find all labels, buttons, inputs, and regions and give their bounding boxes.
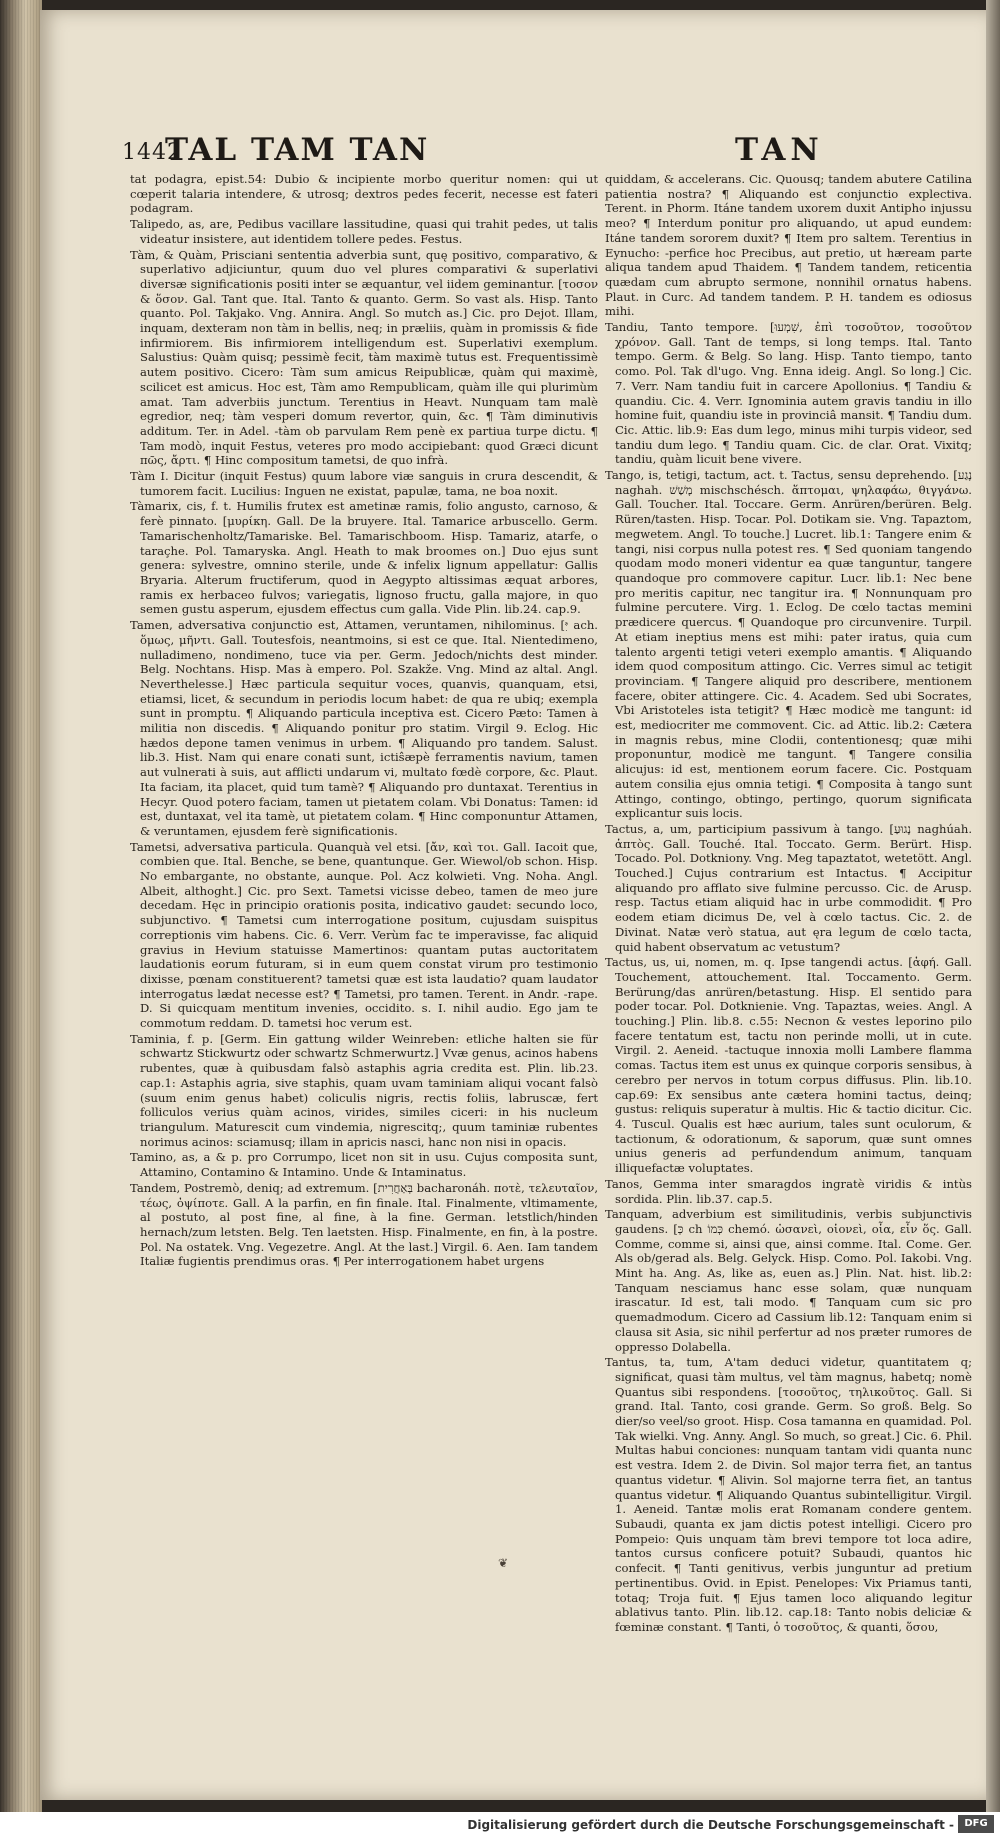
running-head-right: TAN	[735, 132, 824, 168]
left-column	[130, 172, 598, 1772]
dictionary-entry: Tàm, & Quàm, Prisciani sententia adverbia sunt, quę positivo, comparativo, & superlativo adjiciuntur, quum duo vel plures comparativi & superlativi diversæ significationis positi inter se æquantur, vel iidem geminantur. [τοσον & ὅσον. Gal. Tant que. Ital. Tanto & quanto. Germ. So vast als. Hisp. Tanto quanto. Pol. Takjako. Vng. Annira. Angl. So mutch as.] Cic. pro Dejot. Illam, inquam, dexteram non tàm in bellis, neq; in præliis, quàm in promissis & fide infirmiorem. Bis infirmiorem intelligendum est. Superlativi exemplum. Salustius: Quàm quisq; pessimè fecit, tàm maximè tutus est. Frequentissimè autem positivo. Cicero: Tàm sum amicus Reipublicæ, quàm qui maximè, scilicet est amicus. Hoc est, Tàm amo Rempublicam, quàm ille qui plurimùm amat. Tam adverbiis junctum. Terentius in Heavt. Nunquam tam malè egredior, neq; tàm vesperi domum revertor, quin, &c. ¶ Tàm diminutivis additum. Ter. in Adel. -tàm ob parvulam Rem penè ex partiua turpe dictu. ¶ Tam modò, inquit Festus, veteres pro modo accipiebant: quod Græci dicunt πῶς, ἄρτι. ¶ Hinc compositum tametsi, de quo infrà.	[130, 247, 598, 468]
dictionary-entry: Tàmarix, cis, f. t. Humilis frutex est ametinæ ramis, folio angusto, carnoso, & ferè pinnato. [μυρίκη. Gall. De la bruyere. Ital. Tamarice arbuscello. Germ. Tamarischenholtz/Tamariske. Bel. Tamarischboom. Hisp. Tamariz, atarfe, o taraçhe. Pol. Tamaryska. Angl. Heath to mak broomes on.] Duo ejus sunt genera: sylvestre, omnino sterile, unde & infelix lignum appellatur: Gallis Bryaria. Alterum fructiferum, quod in Aegypto altissimas æquat arbores, ramis ex herbaceo fulvos; variegatis, lignoso fructu, galla majore, in quo semen gustu asperum, ejusdem effectus cum galla. Vide Plin. lib.24. cap.9.	[130, 499, 598, 617]
dictionary-entry: Tamen, adversativa conjunctio est, Attamen, veruntamen, nihilominus. [יִּ ach. ὅμως, μῆντι. Gall. Toutesfois, neantmoins, si est ce que. Ital. Nientedimeno, nulladimeno, nondimeno, tuce via per. Germ. Jedoch/nichts dest minder. Belg. Nochtans. Hisp. Mas à empero. Pol. Szakže. Vng. Mind az altal. Angl. Neverthelesse.] Hæc particula sequitur voces, quanvis, quanquam, etsi, etiamsi, licet, & secundum in periodis locum habet: de qua re ubiq; exempla sunt in promptu. ¶ Aliquando particula inceptiva est. Cicero Pæto: Tamen à militia non discedis. ¶ Aliquando ponitur pro statim. Virgil 9. Eclog. Hic hædos depone tamen venimus in urbem. ¶ Aliquando pro tandem. Salust. lib.3. Hist. Nam qui enare conati sunt, ictiŝæpè ferramentis navium, tamen aut vulnerati à suis, aut afflicti undarum vi, multato fœdè corpore, &c. Plaut. Ita faciam, ita placet, quid tum tamè? ¶ Aliquando pro duntaxat. Terentius in Hecyr. Quod potero faciam, tamen ut pietatem colam. Vbi Donatus: Tamen: id est, duntaxat, vel ita tamè, ut pietatem colam. ¶ Hinc componuntur Attamen, & veruntamen, ejusdem ferè significationis.	[130, 618, 598, 838]
book-page-edges	[0, 0, 42, 1837]
dictionary-entry: Tàm I. Dicitur (inquit Festus) quum labore viæ sanguis in crura descendit, & tumorem facit. Lucilius: Inguen ne existat, papulæ, tama, ne boa noxit.	[130, 469, 598, 498]
dictionary-entry: Taminia, f. p. [Germ. Ein gattung wilder Weinreben: etliche halten sie für schwartz Stickwurtz oder schwartz Schmerwurtz.] Vvæ genus, acinos habens rubentes, quæ à quibusdam falsò astaphis agria credita est. Plin. lib.23. cap.1: Astaphis agria, sive staphis, quam uvam taminiam aliqui vocant falsò (suum enim genus habet) coliculis nigris, rectis foliis, labruscæ, fert folliculos verius quàm acinos, virides, similes ciceri: in his nucleum triangulum. Maturescit cum vindemia, nigrescitq;, quum taminiæ rubentes norimus acinos: sciamusq; illam in apricis nasci, hanc non nisi in opacis.	[130, 1031, 598, 1149]
dictionary-entry: quiddam, & accelerans. Cic. Quousq; tandem abutere Catilina patientia nostra? ¶ Aliquando est conjunctio explectiva. Terent. in Phorm. Itáne tandem uxorem duxit Antipho injussu meo? ¶ Interdum ponitur pro aliquando, ut apud eundem: Itáne tandem sororem duxit? ¶ Item pro saltem. Terentius in Eynucho: -perfice hoc Precibus, aut pretio, ut hæream parte aliqua tandem apud Thaidem. ¶ Tandem tandem, reticentia quædam cum abrupto sermone, nonnihil ornatus habens. Plaut. in Curc. Ad tandem tandem. P. H. tandem es odiosus mihi.	[605, 172, 972, 319]
running-head-left: TAL TAM TAN	[165, 132, 430, 168]
dictionary-entry: Tactus, us, ui, nomen, m. q. Ipse tangendi actus. [ἁφή. Gall. Touchement, attouchement. Ital. Toccamento. Germ. Berürung/das anrüren/betastung. Hisp. El sentido para poder tocar. Pol. Dotknienie. Vng. Tapaztas, weies. Angl. A touching.] Plin. lib.8. c.55: Necnon & vestes leporino pilo facere tentatum est, tactu non perinde molli, ut in cute. Virgil. 2. Aeneid. -tactuque innoxia molli Lambere flamma comas. Tactus item est unus ex quinque corporis sensibus, à cerebro per nervos in totum corpus diffusus. Plin. lib.10. cap.69: Ex sensibus ante cætera homini tactus, deinq; gustus: reliquis superatur à multis. Hic & tactio dicitur. Cic. 4. Tuscul. Qualis est hæc aurium, tales sunt oculorum, & tactionum, & odorationum, & saporum, quæ sunt omnes unius generis ad perfundendum animum, tanquam illiquefactæ voluptates.	[605, 955, 972, 1176]
dictionary-entry: Tamino, as, a & p. pro Corrumpo, licet non sit in usu. Cujus composita sunt, Attamino, Contamino & Intamino. Unde & Intaminatus.	[130, 1150, 598, 1180]
dictionary-entry: Tanos, Gemma inter smaragdos ingratè viridis & intùs sordida. Plin. lib.37. cap.5.	[605, 1176, 972, 1206]
dictionary-entry: Tactus, a, um, participium passivum à tango. [נָגוּעַ naghúah. ἁπτὸς. Gall. Touché. Ital. Toccato. Germ. Berürt. Hisp. Tocado. Pol. Dotkniony. Vng. Meg tapaztatot, wetetött. Angl. Touched.] Cujus contrarium est Intactus. ¶ Accipitur aliquando pro afflato sive fulmine percusso. Cic. de Arusp. resp. Tactus etiam aliquid hac in urbe commodidit. ¶ Pro eodem etiam dicimus De, vel à cœlo tactus. Cic. 2. de Divinat. Natæ verò statua, aut ęra legum de cœlo tacta, quid habent observatum ac vetustum?	[605, 821, 972, 954]
dictionary-entry: tat podagra, epist.54: Dubio & incipiente morbo queritur nomen: qui ut cœperit talaria intendere, & utrosq; dextros pedes fecerit, necesse est fateri podagram.	[130, 172, 598, 216]
dictionary-entry: Tametsi, adversativa particula. Quanquà vel etsi. [ἄν, καὶ τοι. Gall. Iacoit que, combien que. Ital. Benche, se bene, quantunque. Ger. Wiewol/ob schon. Hisp. No embargante, no obstante, aunque. Pol. Acz kolwieti. Vng. Noha. Angl. Albeit, althoght.] Cic. pro Sext. Tametsi vicisse debeo, tamen de meo jure decedam. Hęc in principio orationis posita, indicativo gaudet: secundo loco, subjunctivo. ¶ Tametsi cum interrogatione positum, cujusdam suispitus correptionis vim habens. Cic. 6. Verr. Verùm fac te imperavisse, fac aliquid gravius in Hevium statuisse Mamertinos: quantam putas auctoritatem laudationis eorum futuram, si in eum quem constat virum pro testimonio dixisse, pœnam constituerent? tametsi quæ est ista laudatio? quam laudator interrogatus lædat necesse est? ¶ Tametsi, pro tamen. Terent. in Andr. -rape. D. Si quicquam mentitum invenies, occidito. s. I. nihil audio. Ego jam te commotum reddam. D. tametsi hoc verum est.	[130, 839, 598, 1031]
dictionary-entry: Tantus, ta, tum, A'tam deduci videtur, quantitatem q; significat, quasi tàm multus, vel tàm magnus, habetq; nomè Quantus sibi respondens. [τοσοῦτος, τηλικοῦτος. Gall. Si grand. Ital. Tanto, cosi grande. Germ. So groß. Belg. So dier/so veel/so groot. Hisp. Cosa tamanna en quamidad. Pol. Tak wielki. Vng. Anny. Angl. So much, so great.] Cic. 6. Phil. Multas habui conciones: nunquam tantam vidi quanta nunc est vestra. Idem 2. de Divin. Sol major terra fiet, an tantus quantus videtur. ¶ Alivin. Sol majorne terra fiet, an tantus quantus videtur. ¶ Aliquando Quantus subintelligitur. Virgil. 1. Aeneid. Tantæ molis erat Romanam condere gentem. Subaudi, quanta ex jam dictis potest intelligi. Cicero pro Pompeio: Quis unquam tàm brevi tempore tot loca adire, tantos cursus conficere potuit? Subaudi, quantos hic confecit. ¶ Tanti genitivus, verbis junguntur ad pretium pertinentibus. Ovid. in Epist. Penelopes: Vix Priamus tanti, totaq; Troja fuit. ¶ Ejus tamen loco aliquando legitur ablativus tanto. Plin. lib.12. cap.18: Tanto nobis deliciæ & fœminæ constant. ¶ Tanti, ὁ τοσοῦτος, & quanti, ὅσου,	[605, 1355, 972, 1634]
dictionary-entry: Tandem, Postremò, deniq; ad extremum. [בְּאַחֲרִית bacharonáh. ποτὲ, τελευταῖον, τέως, ὀψίποτε. Gall. A la parfin, en fin finale. Ital. Finalmente, vltimamente, al postuto, al post fine, al fine, à la fine. German. letstlich/hinden hernach/zum letsten. Belg. Ten laetsten. Hisp. Finalmente, en fin, à la postre. Pol. Na ostatek. Vng. Vegezetre. Angl. At the last.] Virgil. 6. Aen. Iam tandem Italiæ fugientis prendimus oras. ¶ Per interrogationem habet urgens	[130, 1180, 598, 1269]
dictionary-entry: Tanquam, adverbium est similitudinis, verbis subjunctivis gaudens. [כְּ ch כְּמוֹ chemó. ὡσανεὶ, οἱονεὶ, οἷα, εἶν ὅς. Gall. Comme, comme si, ainsi que, ainsi comme. Ital. Come. Ger. Als ob/gerad als. Belg. Gelyck. Hisp. Como. Pol. Iakobi. Vng. Mint ha. Ang. As, like as, euen as.] Plin. Nat. hist. lib.2: Tanquam nesciamus hanc esse solam, quæ nunquam irascatur. Id est, tali modo. ¶ Tanquam cum sic pro quemadmodum. Cicero ad Cassium lib.12: Tanquam enim si clausa sit Asia, sic nihil perfertur ad nos præter rumores de oppresso Dolabella.	[605, 1207, 972, 1354]
dictionary-entry: Tandiu, Tanto tempore. [שִׁמְעוּ, ἐπὶ τοσοῦτον, τοσοῦτον χρόνον. Gall. Tant de temps, si long temps. Ital. Tanto tempo. Germ. & Belg. So lang. Hisp. Tanto tiempo, tanto como. Pol. Tak dl'ugo. Vng. Enna ideig. Angl. So long.] Cic. 7. Verr. Nam tandiu fuit in carcere Apollonius. ¶ Tandiu & quandiu. Cic. 4. Verr. Ignominia autem gravis tandiu in illo homine fuit, quandiu iste in provinciâ mansit. ¶ Tandiu dum. Cic. Attic. lib.9: Eas dum lego, minus mihi turpis videor, sed tandiu dum lego. ¶ Tandiu quam. Cic. de clar. Orat. Vixitq; tandiu, quàm licuit bene vivere.	[605, 320, 972, 467]
right-column	[605, 172, 972, 1772]
printer-ornament: ❦	[498, 1556, 509, 1570]
page-number: 1442	[122, 140, 182, 165]
dictionary-entry: Tango, is, tetigi, tactum, act. t. Tactus, sensu deprehendo. [נָגַע naghah. מָשַׁשׁ mischschésch. ἅπτομαι, ψηλαφάω, θιγγάνω. Gall. Toucher. Ital. Toccare. Germ. Anrüren/berüren. Belg. Rüren/tasten. Hisp. Tocar. Pol. Dotikam sie. Vng. Tapaztom, megwetem. Angl. To touche.] Lucret. lib.1: Tangere enim & tangi, nisi corpus nulla potest res. ¶ Sed quoniam tangendo quodam modo moneri videntur ea quæ tanguntur, tangere quandoque pro commovere capitur. Lucr. lib.1: Nec bene pro meritis capitur, nec tangitur ira. ¶ Nonnunquam pro fulmine percutere. Virg. 1. Eclog. De cœlo tactas memini prædicere quercus. ¶ Quandoque pro circunvenire. Turpil. At etiam ineptius mens est mihi: pater iratus, quia cum talento argenti tetigi veteri exemplo amantis. ¶ Aliquando idem quod compositum attingo. Cic. Verres simul ac tetigit provinciam. ¶ Tangere aliquid pro describere, mentionem facere, obiter attingere. Cic. 4. Academ. Sed ubi Socrates, Vbi Aristoteles ista tetigit? ¶ Hæc modicè me tangunt: id est, mediocriter me commovent. Cic. ad Attic. lib.2: Cætera in magnis rebus, mine Clodii, contentionesq; quæ mihi proponuntur, modicè me tangunt. ¶ Tangere consilia alicujus: id est, mentionem eorum facere. Cic. Postquam autem consilia ejus omnia tetigi. ¶ Composita à tango sunt Attingo, contingo, obtingo, pertingo, quorum significata explicantur suis locis.	[605, 468, 972, 821]
dfg-logo: DFG	[958, 1815, 994, 1833]
dictionary-entry: Talipedo, as, are, Pedibus vacillare lassitudine, quasi qui trahit pedes, ut talis videatur insistere, aut identidem tollere pedes. Festus.	[130, 217, 598, 246]
footer-credit-text: Digitalisierung gefördert durch die Deutsche Forschungsgemeinschaft -	[467, 1818, 954, 1832]
binding-strip	[986, 0, 1000, 1837]
